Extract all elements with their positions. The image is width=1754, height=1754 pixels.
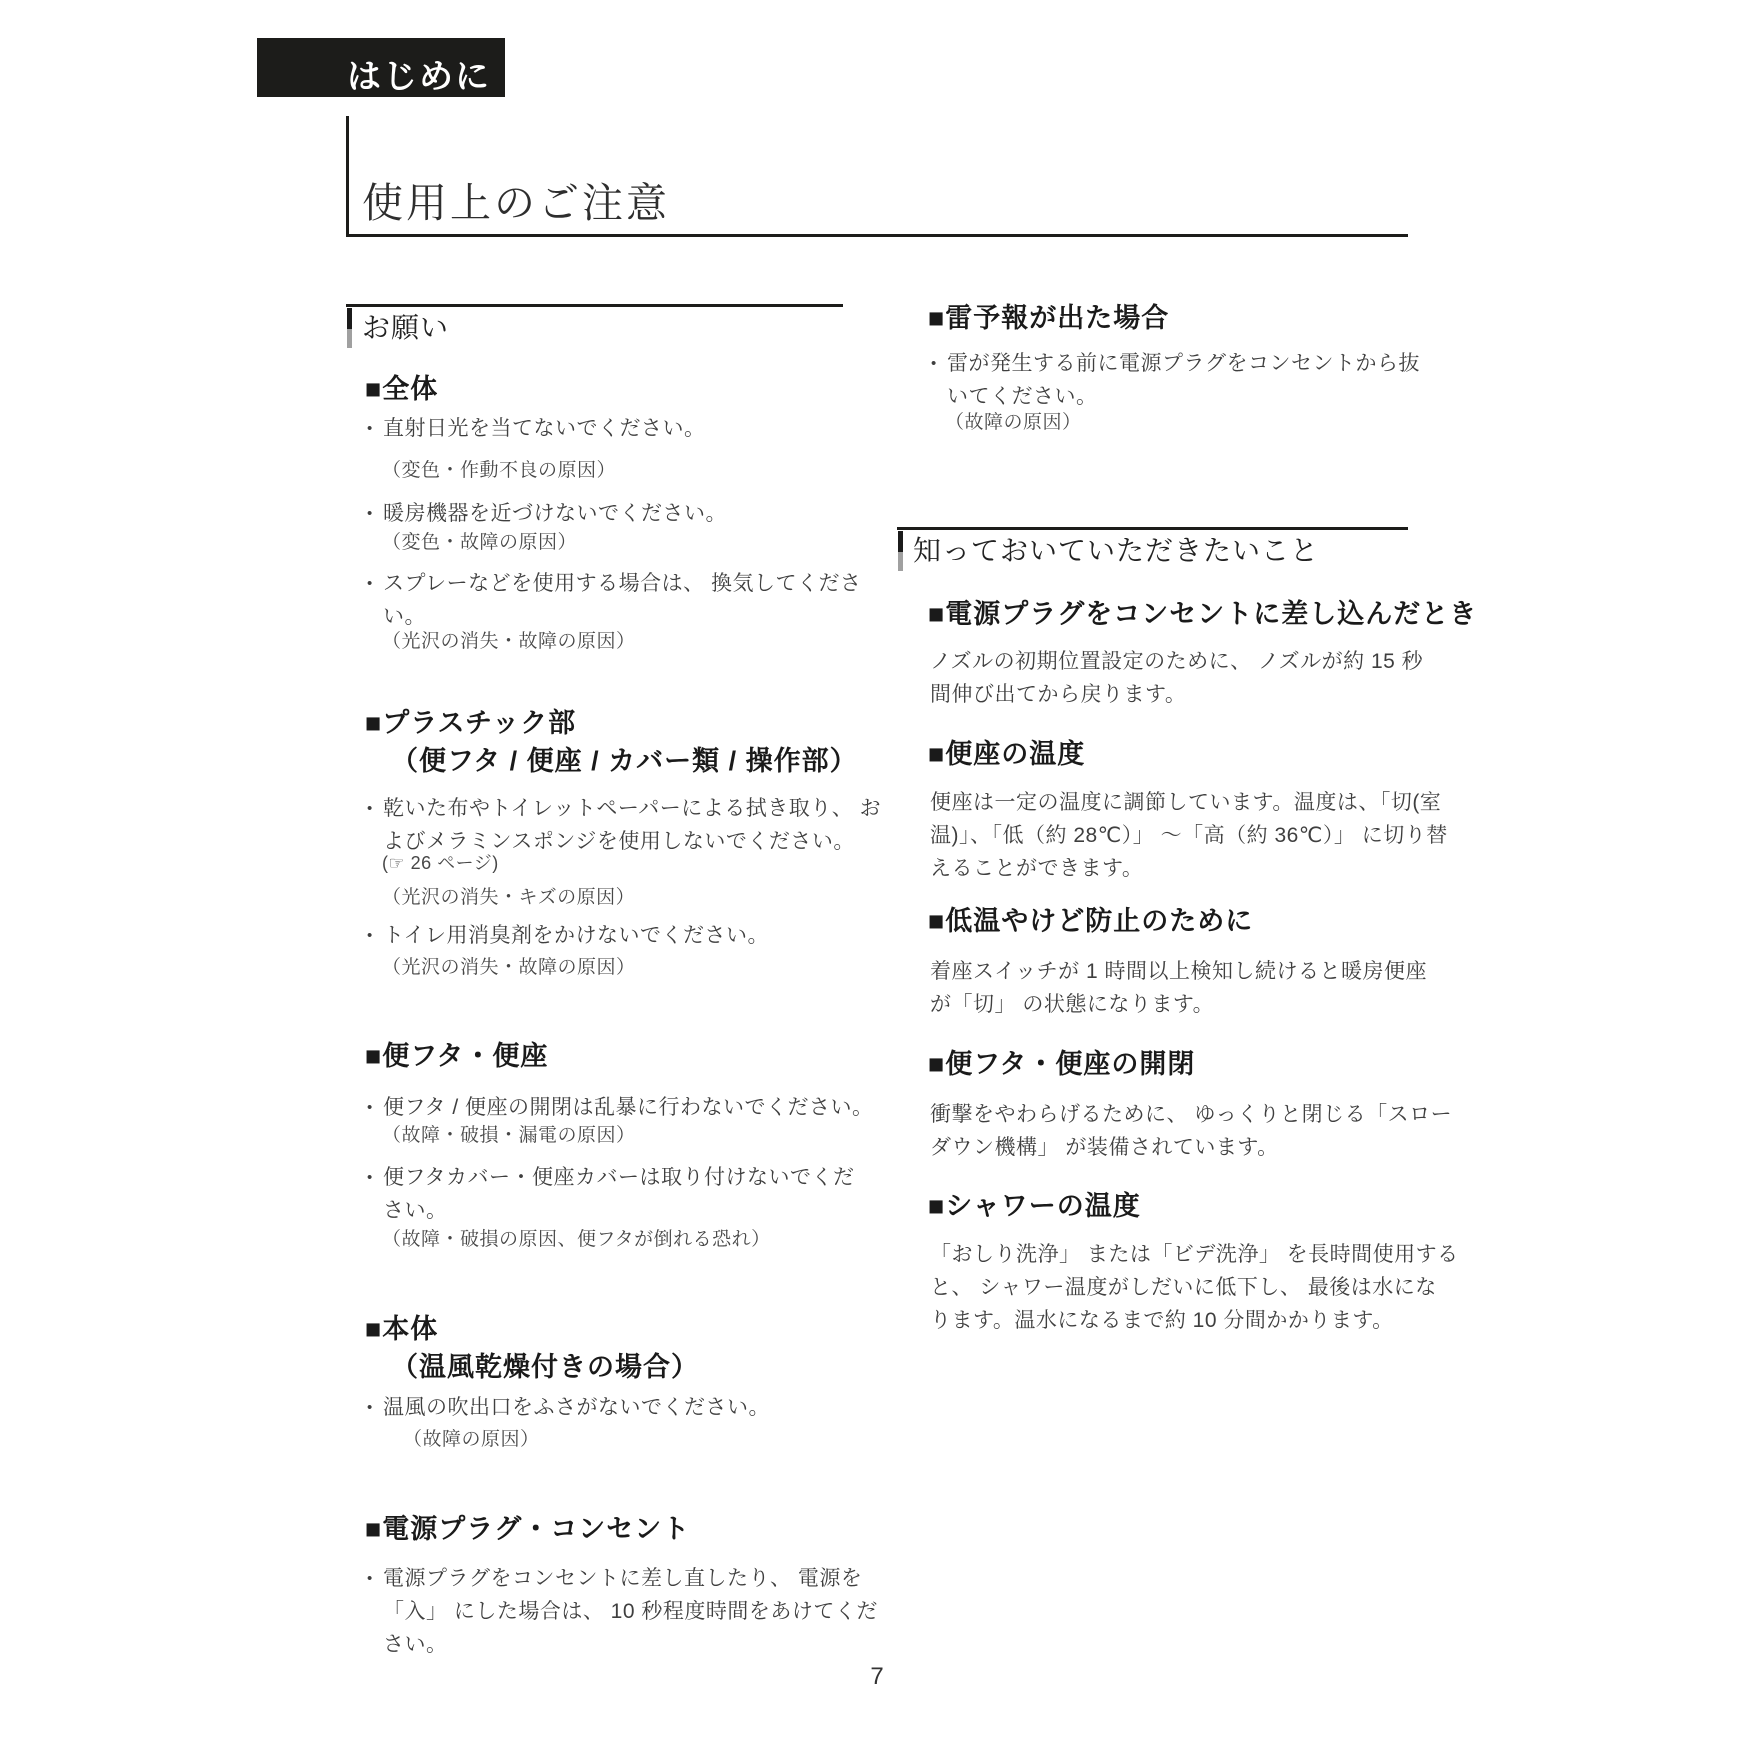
- group-heading-line2: （便フタ / 便座 / カバー類 / 操作部）: [391, 746, 858, 776]
- cause-note: （故障の原因）: [403, 1429, 540, 1450]
- group-heading-line2: （温風乾燥付きの場合）: [391, 1352, 699, 1382]
- cause-note: （光沢の消失・故障の原因）: [382, 957, 636, 978]
- paragraph: 衝撃をやわらげるために、 ゆっくりと閉じる「スロー ダウン機構」 が装備されています。: [930, 1103, 1453, 1159]
- section-topline: [346, 304, 843, 307]
- section-bar-icon: [898, 531, 903, 571]
- cause-note: （故障・破損の原因、便フタが倒れる恐れ）: [382, 1229, 771, 1250]
- bullet-text: 雷が発生する前に電源プラグをコンセントから抜 いてください。: [947, 352, 1420, 408]
- bullet-item: [367, 792, 881, 858]
- bullet-text: 電源プラグをコンセントに差し直したり、 電源を 「入」 にした場合は、 10 秒程度時間をあけてくだ さい。: [383, 1567, 878, 1656]
- group-heading: ■雷予報が出た場合: [928, 303, 1170, 333]
- group-heading: ■電源プラグをコンセントに差し込んだとき: [928, 599, 1478, 629]
- section-header-label: お願い: [362, 312, 450, 343]
- group-heading: ■低温やけど防止のために: [928, 906, 1254, 936]
- chapter-badge: はじめに: [257, 38, 505, 97]
- paragraph: ノズルの初期位置設定のために、 ノズルが約 15 秒 間伸び出てから戻ります。: [930, 650, 1424, 706]
- bullet-item: [367, 567, 862, 633]
- bullet-icon: •: [367, 420, 373, 437]
- group-heading: ■電源プラグ・コンセント: [365, 1514, 691, 1544]
- bullet-text: トイレ用消臭剤をかけないでください。: [383, 924, 769, 947]
- group-heading-line1: ■本体: [365, 1314, 439, 1344]
- bullet-item: [367, 412, 706, 445]
- section-header-onegai: [347, 308, 449, 348]
- paragraph: 便座は一定の温度に調節しています。温度は、「切(室 温)」、「低（約 28℃）」 〜「高（約 36℃）」 に切り替 えることができます。: [930, 791, 1448, 880]
- cause-note: （変色・作動不良の原因）: [382, 460, 617, 481]
- page-number: 7: [870, 1663, 884, 1690]
- section-bar-icon: [347, 308, 352, 348]
- bullet-item: [367, 919, 769, 952]
- bullet-icon: •: [931, 355, 937, 372]
- bullet-icon: •: [367, 1399, 373, 1416]
- section-header-shitte: [898, 531, 1319, 571]
- right-column: [897, 0, 1478, 1754]
- group-heading-line1: ■プラスチック部: [365, 708, 577, 738]
- group-heading: ■便フタ・便座の開閉: [928, 1049, 1196, 1079]
- bullet-icon: •: [367, 575, 373, 592]
- bullet-text: 便フタ / 便座の開閉は乱暴に行わないでください。: [383, 1096, 874, 1119]
- group-heading: [365, 706, 858, 778]
- cause-note: （変色・故障の原因）: [382, 532, 578, 553]
- cause-note: （故障・破損・漏電の原因）: [382, 1125, 636, 1146]
- paragraph: 「おしり洗浄」 または「ビデ洗浄」 を長時間使用する と、 シャワー温度がしだいに低下し、 最後は水にな ります。温水になるまで約 10 分間かかります。: [930, 1243, 1459, 1332]
- bullet-item: [931, 347, 1420, 413]
- cause-note: （故障の原因）: [945, 412, 1082, 433]
- section-header-label: 知っておいていただきたいこと: [913, 535, 1320, 566]
- bullet-text: 暖房機器を近づけないでください。: [383, 502, 727, 525]
- group-heading: ■便座の温度: [928, 739, 1086, 769]
- bullet-icon: •: [367, 1099, 373, 1116]
- bullet-icon: •: [367, 800, 373, 817]
- bullet-text: 乾いた布やトイレットペーパーによる拭き取り、 お よびメラミンスポンジを使用しないでください。: [383, 797, 882, 853]
- group-heading: [365, 1312, 699, 1384]
- bullet-item: [367, 1161, 855, 1227]
- group-heading: ■シャワーの温度: [928, 1191, 1141, 1221]
- page-reference: (☞ 26 ページ): [382, 853, 499, 873]
- paragraph: 着座スイッチが 1 時間以上検知し続けると暖房便座 が「切」 の状態になります。: [930, 960, 1428, 1016]
- bullet-icon: •: [367, 505, 373, 522]
- bullet-item: [367, 497, 727, 530]
- page-title: 使用上のご注意: [362, 180, 670, 226]
- bullet-icon: •: [367, 927, 373, 944]
- bullet-item: [367, 1562, 878, 1661]
- bullet-item: [367, 1091, 874, 1124]
- section-topline: [897, 527, 1408, 530]
- bullet-icon: •: [367, 1570, 373, 1587]
- bullet-text: 直射日光を当てないでください。: [383, 417, 706, 440]
- left-column: [346, 0, 882, 1754]
- bullet-text: 便フタカバー・便座カバーは取り付けないでくだ さい。: [383, 1166, 855, 1222]
- bullet-item: [367, 1391, 770, 1424]
- group-heading: ■全体: [365, 374, 439, 404]
- group-heading: ■便フタ・便座: [365, 1041, 549, 1071]
- cause-note: （光沢の消失・故障の原因）: [382, 631, 636, 652]
- cause-note: （光沢の消失・キズの原因）: [382, 887, 636, 908]
- bullet-text: 温風の吹出口をふさがないでください。: [383, 1396, 770, 1419]
- bullet-icon: •: [367, 1169, 373, 1186]
- bullet-text: スプレーなどを使用する場合は、 換気してくださ い。: [383, 572, 862, 628]
